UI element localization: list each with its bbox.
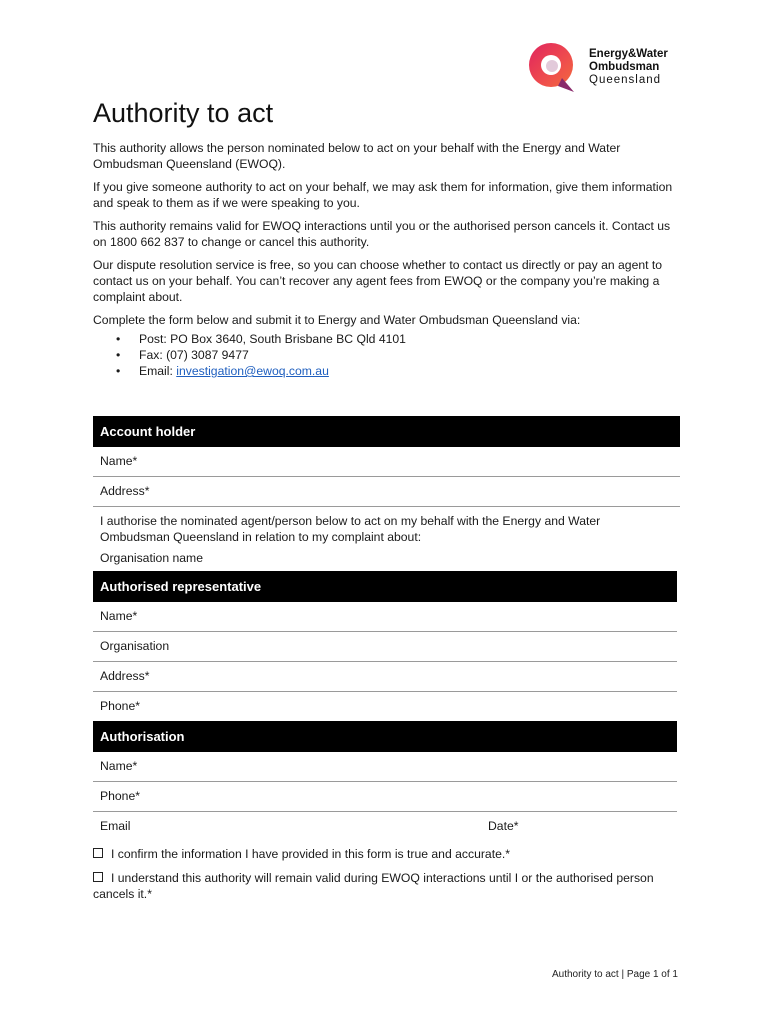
- representative-phone-field[interactable]: Phone*: [100, 699, 140, 713]
- organisation-name-field[interactable]: Organisation name: [100, 551, 203, 565]
- understand-declaration: [93, 870, 683, 902]
- page-title: Authority to act: [93, 98, 274, 128]
- fax-text: Fax: (07) 3087 9477: [139, 348, 249, 362]
- paragraph-5: Complete the form below and submit it to Energy and Water Ombudsman Queensland via:: [93, 313, 581, 327]
- list-item-post: • Post: PO Box 3640, South Brisbane BC Qld 4101: [116, 332, 406, 346]
- logo-line2: Ombudsman: [589, 61, 660, 73]
- email-prefix: Email:: [139, 364, 177, 378]
- paragraph-3: This authority remains valid for EWOQ interactions until you or the authorised person cancels it. Contact us on 1800 662 837 to change or cancel this authority.: [93, 219, 671, 249]
- authorisation-email-field[interactable]: Email: [100, 819, 131, 833]
- account-holder-name-field[interactable]: Name*: [93, 447, 680, 477]
- account-holder-heading: Account holder: [93, 416, 680, 447]
- post-text: Post: PO Box 3640, South Brisbane BC Qld 4101: [139, 332, 406, 346]
- confirm-checkbox[interactable]: [93, 848, 103, 858]
- understand-checkbox[interactable]: [93, 872, 103, 882]
- authorisation-name-field[interactable]: Name*: [93, 752, 677, 782]
- representative-heading: Authorised representative: [93, 571, 677, 602]
- authorise-statement: I authorise the nominated agent/person below to act on my behalf with the Energy and Water Ombudsman Queensland in relation to my complaint about:: [100, 514, 601, 544]
- confirm-declaration: [93, 846, 683, 862]
- representative-address-field[interactable]: Address*: [93, 662, 677, 692]
- intro-text: [93, 140, 683, 379]
- page-footer: Authority to act | Page 1 of 1: [551, 969, 678, 980]
- account-holder-address-field[interactable]: Address*: [93, 477, 680, 507]
- representative-name-field[interactable]: Name*: [93, 602, 677, 632]
- authority-form: [93, 416, 680, 841]
- paragraph-1: This authority allows the person nominated below to act on your behalf with the Energy and Water Ombudsman Queensland (EWOQ).: [93, 141, 621, 171]
- paragraph-2: If you give someone authority to act on your behalf, we may ask them for information, give them information and speak to them as if we were speaking to you.: [93, 180, 673, 210]
- list-item-email: • Email: investigation@ewoq.com.au: [116, 364, 329, 378]
- email-link[interactable]: investigation@ewoq.com.au: [176, 364, 329, 378]
- authorisation-phone-field[interactable]: Phone*: [93, 782, 677, 812]
- ewoq-logo: [528, 42, 688, 94]
- logo-line1: Energy&Water: [589, 48, 668, 60]
- logo-line3: Queensland: [589, 74, 662, 86]
- authorisation-heading: Authorisation: [93, 721, 677, 752]
- speech-bubble-logo-icon: [528, 42, 580, 94]
- contact-list: [93, 331, 683, 379]
- list-item-fax: • Fax: (07) 3087 9477: [116, 348, 249, 362]
- understand-label: I understand this authority will remain valid during EWOQ interactions until I or the authorised person cancels it.*: [93, 871, 654, 901]
- confirm-label: I confirm the information I have provided in this form is true and accurate.*: [111, 847, 510, 861]
- authorisation-date-field[interactable]: Date*: [488, 819, 519, 833]
- paragraph-4: Our dispute resolution service is free, so you can choose whether to contact us directly or pay an agent to contact us on your behalf. You can’t recover any agent fees from EWOQ or the company you’re making a complaint about.: [93, 258, 663, 304]
- declarations: [93, 846, 683, 910]
- authorisation-email-date-row: [93, 812, 677, 841]
- representative-organisation-field[interactable]: Organisation: [93, 632, 677, 662]
